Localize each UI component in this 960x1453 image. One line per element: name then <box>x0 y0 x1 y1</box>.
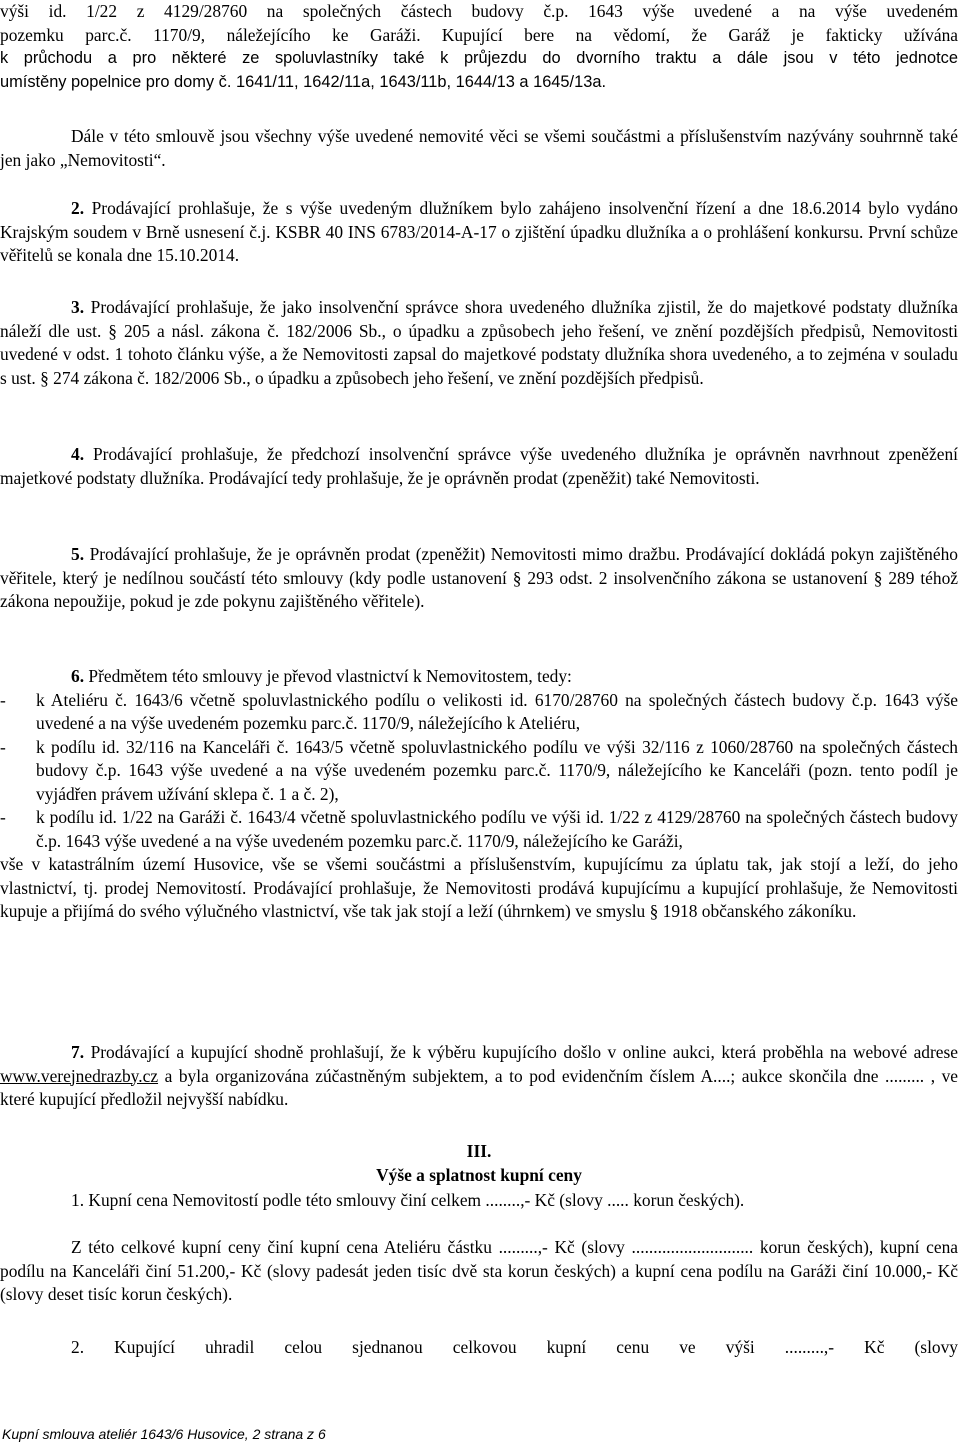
clause-2-number: 2. <box>71 198 85 218</box>
clause-6 <box>0 665 958 924</box>
clause-6-item-garaz: - k podílu id. 1/22 na Garáži č. 1643/4 včetně spoluvlastnického podílu ve výši id. 1/22 z 4129/28760 na společných částech budovy č.p. 1643 výše uvedené a na výše uvedeném pozemku parc.č. 1170/9, náležejícího ke Garáži, <box>0 807 958 851</box>
section-iii-title: Výše a splatnost kupní ceny <box>376 1164 582 1185</box>
section-iii-number: III. <box>466 1141 492 1161</box>
clause-6-tail: vše v katastrálním území Husovice, vše se všemi součástmi a příslušenstvím, kupujícímu za úplatu tak, jak stojí a leží, do jeho vlastnictví, tj. prodej Nemovitostí. Prodávající prohlašuje, že Nemovitosti prodává kupujícímu a kupující prohlašuje, že Nemovitosti kupuje a přijímá do svého výlučného vlastnictví, vše tak jak stojí a leží (úhrnkem) ve smyslu § 1918 občanského zákoníku. <box>0 854 958 921</box>
clause-6-number: 6. <box>71 666 85 686</box>
page-footer: Kupní smlouva ateliér 1643/6 Husovice, 2 strana z 6 <box>2 1426 326 1442</box>
nemovitosti-definition: Dále v této smlouvě jsou všechny výše uvedené nemovité věci se všemi součástmi a příslušenstvím nazývány souhrnně také jen jako „Nemovitosti“. <box>0 126 958 170</box>
intro-paragraph <box>0 0 958 94</box>
clause-3: 3. Prodávající prohlašuje, že jako insolvenční správce shora uvedeného dlužníka zjistil, že do majetkové podstaty dlužníka náleží dle ust. § 205 a násl. zákona č. 182/2006 Sb., o úpadku a způsobech jeho řešení, ve znění pozdějších předpisů, Nemovitosti uvedené v odst. 1 tohoto článku výše, a že Nemovitosti zapsal do majetkové podstaty dlužníka shora uvedeného, a to zejména v souladu s ust. § 274 zákona č. 182/2006 Sb., o úpadku a způsobech jeho řešení, ve znění pozdějších předpisů. <box>0 297 958 388</box>
clause-5-number: 5. <box>71 544 85 564</box>
clause-6-item-kancelar: - k podílu id. 32/116 na Kanceláři č. 1643/5 včetně spoluvlastnického podílu ve výši 32/116 z 1060/28760 na společných částech budovy č.p. 1643 výše uvedené a na výše uvedeném pozemku parc.č. 1170/9, náležejícího ke Kanceláři (pozn. tento podíl je vyjádřen právem užívání sklepa č. 1 a č. 2), <box>0 736 958 804</box>
auction-website-link[interactable]: www.verejnedrazby.cz <box>0 1065 159 1086</box>
clause-6-item-ateliér: - k Ateliéru č. 1643/6 včetně spoluvlastnického podílu o velikosti id. 6170/28760 na společných částech budovy č.p. 1643 výše uvedené a na výše uvedeném pozemku parc.č. 1170/9, náležejícího k Ateliéru, <box>0 689 958 733</box>
price-clause-1: 1. Kupní cena Nemovitostí podle této smlouvy činí celkem ........,- Kč (slovy ..... korun českých). <box>71 1190 745 1210</box>
intro-line-1: výši id. 1/22 z 4129/28760 na společných částech budovy č.p. 1643 výše uvedené a na výše uvedeném <box>0 1 958 21</box>
clause-6-lead: 6. Předmětem této smlouvy je převod vlastnictví k Nemovitostem, tedy: <box>71 666 572 686</box>
clause-3-number: 3. <box>71 297 85 317</box>
intro-line-3: k průchodu a pro některé ze spoluvlastníky také k průjezdu do dvorního traktu a dále jsou v této jednotce <box>0 49 958 67</box>
clause-4-number: 4. <box>71 444 85 464</box>
clause-5: 5. Prodávající prohlašuje, že je oprávněn prodat (zpeněžit) Nemovitosti mimo dražbu. Prodávající dokládá pokyn zajištěného věřitele, který je nedílnou součástí této smlouvy (kdy podle ustanovení § 293 odst. 2 insolvenčního zákona se ustanovení § 289 téhož zákona nepoužije, pokud je zde pokynu zajištěného věřitele). <box>0 544 958 611</box>
price-clause-2-number: 2. <box>71 1337 85 1357</box>
price-clause-2: 2. Kupující uhradil celou sjednanou celkovou kupní cenu ve výši .........,- Kč (slovy <box>71 1337 958 1357</box>
clause-2: 2. Prodávající prohlašuje, že s výše uvedeným dlužníkem bylo zahájeno insolvenční řízení a dne 18.6.2014 bylo vydáno Krajským soudem v Brně usnesení č.j. KSBR 40 INS 6783/2014-A-17 o zjištění úpadku dlužníka a o prohlášení konkursu. První schůze věřitelů se konala dne 15.10.2014. <box>0 198 958 265</box>
section-iii-heading <box>0 1140 958 1187</box>
price-clause-1-number: 1. <box>71 1190 85 1210</box>
clause-4: 4. Prodávající prohlašuje, že předchozí insolvenční správce výše uvedeného dlužníka je oprávněn navrhnout zpeněžení majetkové podstaty dlužníka. Prodávající tedy prohlašuje, že je oprávněn prodat (zpeněžit) také Nemovitosti. <box>0 444 958 488</box>
price-breakdown: Z této celkové kupní ceny činí kupní cena Ateliéru částku .........,- Kč (slovy ............................ korun českých), kupní cena podílu na Kanceláři činí 51.200,- Kč (slovy padesát jeden tisíc dvě sta korun českých) a kupní cena podílu na Garáži činí 10.000,- Kč (slovy deset tisíc korun českých). <box>0 1237 958 1304</box>
intro-line-4: umístěny popelnice pro domy č. 1641/11, 1642/11a, 1643/11b, 1644/13 a 1645/13a. <box>0 72 606 91</box>
clause-7-number: 7. <box>71 1042 85 1062</box>
clause-7: 7. Prodávající a kupující shodně prohlašují, že k výběru kupujícího došlo v online aukci, která proběhla na webové adrese www.verejnedrazby.cz a byla organizována zúčastněným subjektem, a to pod evidenčním číslem A....; aukce skončila dne ......... , ve které kupující předložil nejvyšší nabídku. <box>0 1042 958 1109</box>
intro-line-2: pozemku parc.č. 1170/9, náležejícího ke Garáži. Kupující bere na vědomí, že Garáž je fakticky užívána <box>0 24 958 45</box>
